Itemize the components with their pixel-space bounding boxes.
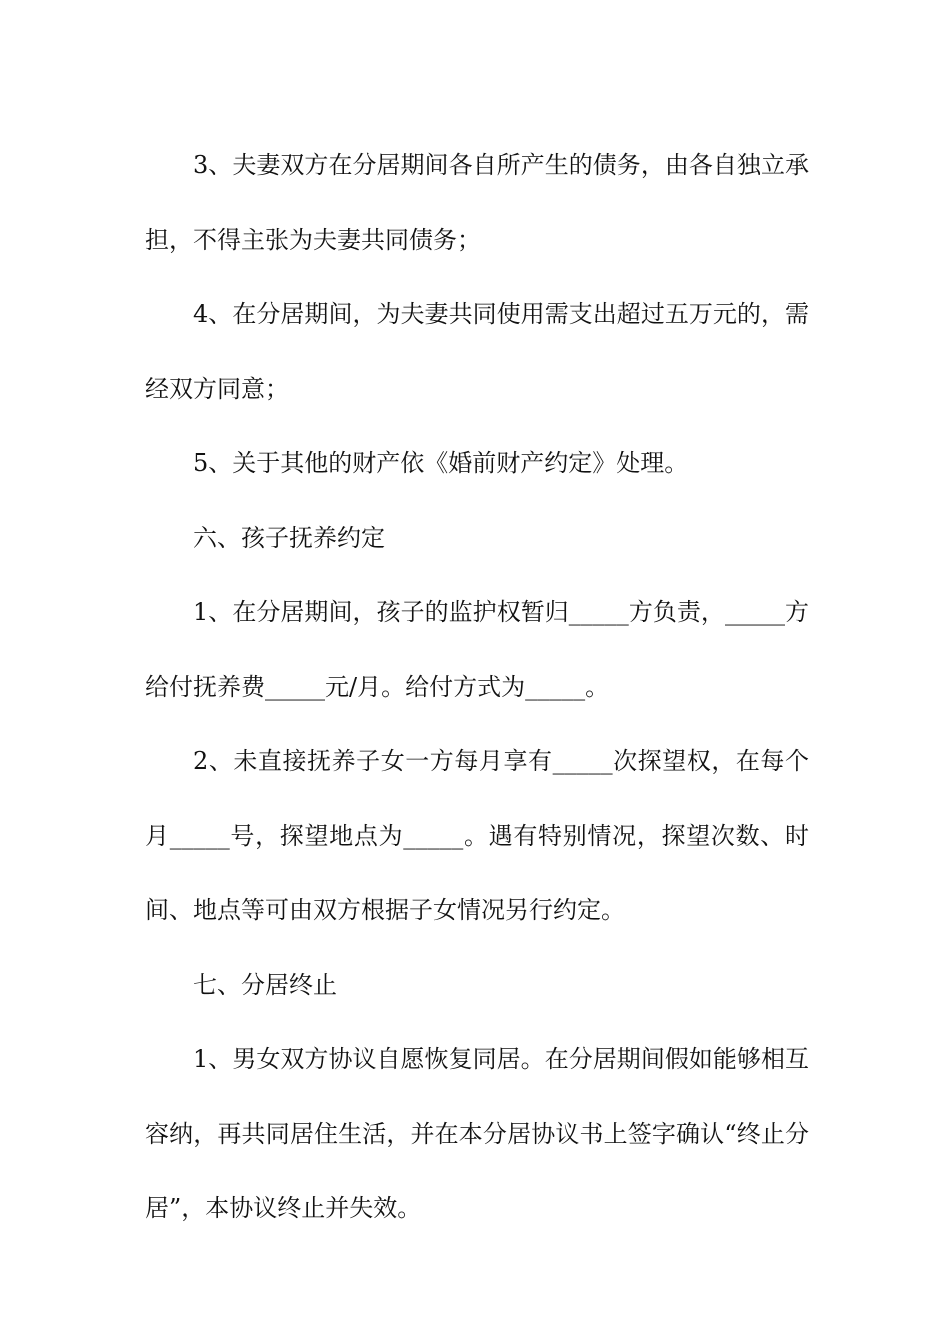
clause-7-1-reconciliation: 1、男女双方协议自愿恢复同居。在分居期间假如能够相互容纳，再共同居住生活，并在本分居协议书上签字确认“终止分居”，本协议终止并失效。 bbox=[145, 1045, 809, 1222]
document-body bbox=[145, 128, 809, 1246]
section-heading-separation-termination: 七、分居终止 bbox=[193, 970, 337, 999]
clause-6-1-custody: 1、在分居期间，孩子的监护权暂归_____方负责，_____方给付抚养费_____元/月。给付方式为_____。 bbox=[145, 598, 809, 701]
section-heading-child-support: 六、孩子抚养约定 bbox=[193, 523, 385, 552]
clause-6-2-visitation: 2、未直接抚养子女一方每月享有_____次探望权，在每个月_____号，探望地点为_____。遇有特别情况，探望次数、时间、地点等可由双方根据子女情况另行约定。 bbox=[145, 747, 809, 924]
clause-5-4-joint-expenses: 4、在分居期间，为夫妻共同使用需支出超过五万元的，需经双方同意； bbox=[145, 300, 809, 403]
clause-5-5-other-property: 5、关于其他的财产依《婚前财产约定》处理。 bbox=[193, 449, 689, 477]
clause-5-3-debts: 3、夫妻双方在分居期间各自所产生的债务，由各自独立承担，不得主张为夫妻共同债务； bbox=[145, 151, 809, 254]
